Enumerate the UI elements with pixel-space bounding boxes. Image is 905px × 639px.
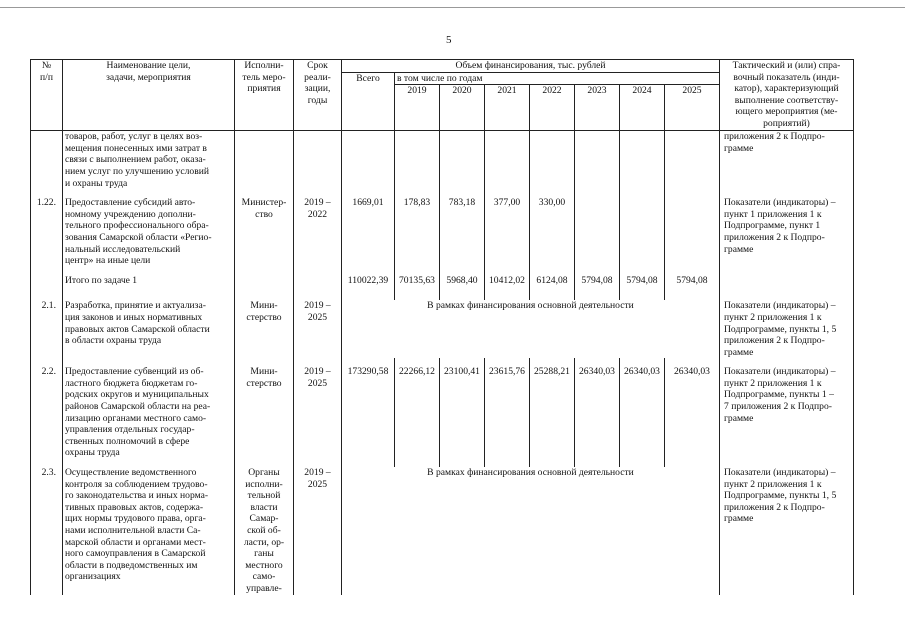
row-executor: Мини- стерство — [235, 300, 294, 358]
row-indicator: Показатели (индикаторы) – пункт 2 приложения 1 к Подпрограмме, пункты 1 – 7 приложения 2 к Подпро- грамме — [720, 366, 854, 459]
row-term: 2019 – 2025 — [294, 467, 342, 595]
row-executor — [235, 275, 294, 287]
header-total: Всего — [342, 72, 395, 131]
row-name: Осуществление ведомственного контроля за соблюдением трудово- го законодательства и иных норма- тивных правовых актов, содержа- щих нормы трудового права, орга- нами исполнительной власти Са- марской области и органами мест- ного самоуправления в Самарской области в подведомственных им организациях — [63, 467, 235, 595]
row-year-value: 783,18 — [440, 197, 485, 267]
row-name: Предоставление субвенций из об- ластного бюджета бюджетам го- родских округов и муниципальных районов Самарской области на реа- лизацию органами местного само- управления отдельных государ- ственных полномочий в сфере охраны труда — [63, 366, 235, 459]
header-year: 2025 — [665, 85, 720, 131]
table-row — [31, 300, 854, 358]
row-executor: Министер- ство — [235, 197, 294, 267]
row-year-value — [575, 197, 620, 267]
row-year-value: 23615,76 — [485, 366, 530, 459]
row-term: 2019 – 2025 — [294, 300, 342, 358]
row-term: 2019 – 2022 — [294, 197, 342, 267]
row-year-value — [620, 131, 665, 189]
row-year-value: 6124,08 — [530, 275, 575, 287]
row-year-value — [665, 131, 720, 189]
header-term: Срок реали- зации, годы — [294, 60, 342, 131]
row-executor: Органы исполни- тельной власти Самар- ской об- ласти, ор- ганы местного само- управле- — [235, 467, 294, 595]
row-name: товаров, работ, услуг в целях воз- мещения понесенных ими затрат в связи с выполнением работ, оказа- нием услуг по улучшению условий и охраны труда — [63, 131, 235, 189]
header-year: 2024 — [620, 85, 665, 131]
table-row — [31, 197, 854, 267]
row-year-value — [665, 197, 720, 267]
row-year-value — [620, 197, 665, 267]
row-num: 1.22. — [31, 197, 63, 267]
row-num: 2.1. — [31, 300, 63, 358]
row-indicator: приложения 2 к Подпро- грамме — [720, 131, 854, 189]
row-num: 2.2. — [31, 366, 63, 459]
row-term — [294, 131, 342, 189]
row-year-value: 5794,08 — [620, 275, 665, 287]
header-funding: Объем финансирования, тыс. рублей — [342, 60, 720, 73]
row-indicator: Показатели (индикаторы) – пункт 1 приложения 1 к Подпрограмме, пункт 1 приложения 2 к Подпро- грамме — [720, 197, 854, 267]
header-year: 2021 — [485, 85, 530, 131]
row-funding-note: В рамках финансирования основной деятельности — [342, 300, 720, 358]
row-year-value: 22266,12 — [395, 366, 440, 459]
row-year-value: 330,00 — [530, 197, 575, 267]
row-year-value: 10412,02 — [485, 275, 530, 287]
row-name: Разработка, принятие и актуализа- ция законов и иных нормативных правовых актов Самарской области в области охраны труда — [63, 300, 235, 358]
row-year-value: 26340,03 — [575, 366, 620, 459]
row-year-value — [485, 131, 530, 189]
row-year-value — [395, 131, 440, 189]
row-total — [342, 131, 395, 189]
row-total: 110022,39 — [342, 275, 395, 287]
row-name: Предоставление субсидий авто- номному учреждению дополни- тельного профессионального обра- зования Самарской области «Регио- нальный исследовательский центр» на иные цели — [63, 197, 235, 267]
header-name: Наименование цели, задачи, мероприятия — [63, 60, 235, 131]
scan-top-border — [0, 7, 905, 8]
row-term: 2019 – 2025 — [294, 366, 342, 459]
funding-table — [30, 59, 854, 595]
row-year-value: 70135,63 — [395, 275, 440, 287]
header-year: 2019 — [395, 85, 440, 131]
header-num: № п/п — [31, 60, 63, 131]
row-num — [31, 275, 63, 287]
row-year-value: 25288,21 — [530, 366, 575, 459]
row-indicator: Показатели (индикаторы) – пункт 2 приложения 1 к Подпрограмме, пункты 1, 5 приложения 2 к Подпро- грамме — [720, 467, 854, 595]
table-header — [31, 60, 854, 131]
page-number: 5 — [446, 34, 452, 46]
row-year-value — [530, 131, 575, 189]
header-executor: Исполни- тель меро- приятия — [235, 60, 294, 131]
row-num — [31, 131, 63, 189]
row-num: 2.3. — [31, 467, 63, 595]
table-row-subtotal — [31, 275, 854, 287]
header-year: 2022 — [530, 85, 575, 131]
row-year-value: 23100,41 — [440, 366, 485, 459]
row-executor — [235, 131, 294, 189]
header-indicator: Тактический и (или) спра- вочный показатель (инди- катор), характеризующий выполнение соответству- ющего мероприятия (ме- роприятий) — [720, 60, 854, 131]
row-name: Итого по задаче 1 — [63, 275, 235, 287]
table-body — [31, 131, 854, 595]
row-year-value: 5794,08 — [665, 275, 720, 287]
row-year-value — [440, 131, 485, 189]
row-year-value: 5968,40 — [440, 275, 485, 287]
row-total: 1669,01 — [342, 197, 395, 267]
row-year-value: 5794,08 — [575, 275, 620, 287]
row-funding-note: В рамках финансирования основной деятельности — [342, 467, 720, 595]
header-by-years: в том числе по годам — [395, 72, 720, 85]
row-term — [294, 275, 342, 287]
table-row — [31, 467, 854, 595]
table-row — [31, 366, 854, 459]
row-year-value — [575, 131, 620, 189]
row-executor: Мини- стерство — [235, 366, 294, 459]
header-year: 2020 — [440, 85, 485, 131]
row-indicator — [720, 275, 854, 287]
row-year-value: 26340,03 — [620, 366, 665, 459]
row-year-value: 178,83 — [395, 197, 440, 267]
table-row — [31, 131, 854, 189]
row-indicator: Показатели (индикаторы) – пункт 2 приложения 1 к Подпрограмме, пункты 1, 5 приложения 2 к Подпро- грамме — [720, 300, 854, 358]
row-year-value: 26340,03 — [665, 366, 720, 459]
row-year-value: 377,00 — [485, 197, 530, 267]
row-total: 173290,58 — [342, 366, 395, 459]
header-year: 2023 — [575, 85, 620, 131]
